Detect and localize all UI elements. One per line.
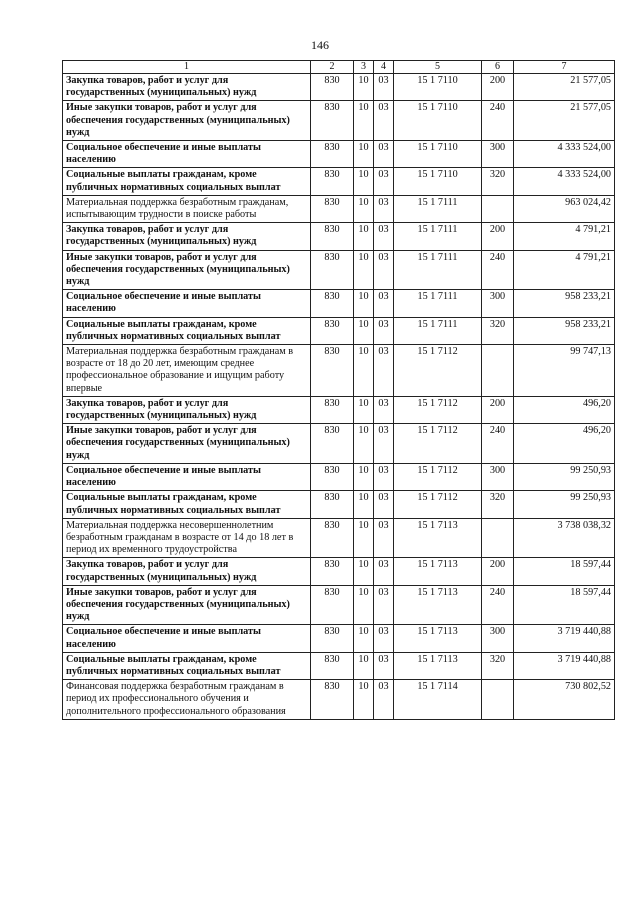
table-row — [63, 680, 615, 720]
subsection-cell: 03 — [374, 195, 394, 222]
budget-table — [62, 60, 615, 720]
target-article-cell: 15 1 7110 — [394, 141, 482, 168]
item-name-cell: Материальная поддержка безработным гражданам, испытывающим трудности в поиске работы — [63, 195, 311, 222]
code-cell: 830 — [311, 625, 354, 652]
section-cell: 10 — [354, 195, 374, 222]
section-cell: 10 — [354, 680, 374, 720]
target-article-cell: 15 1 7111 — [394, 223, 482, 250]
section-cell: 10 — [354, 585, 374, 625]
code-cell: 830 — [311, 680, 354, 720]
expense-type-cell: 240 — [482, 424, 514, 464]
amount-cell: 3 719 440,88 — [514, 652, 615, 679]
column-header: 1 — [63, 61, 311, 74]
target-article-cell: 15 1 7110 — [394, 168, 482, 195]
item-name-cell: Иные закупки товаров, работ и услуг для обеспечения государственных (муниципальных) нужд — [63, 101, 311, 141]
item-name-cell: Материальная поддержка безработным гражданам в возрасте от 18 до 20 лет, имеющим среднее профессиональное образование и ищущим работу впервые — [63, 345, 311, 397]
table-row — [63, 625, 615, 652]
expense-type-cell: 320 — [482, 652, 514, 679]
expense-type-cell: 300 — [482, 290, 514, 317]
amount-cell: 18 597,44 — [514, 558, 615, 585]
table-row — [63, 585, 615, 625]
section-cell: 10 — [354, 168, 374, 195]
item-name-cell: Социальные выплаты гражданам, кроме публичных нормативных социальных выплат — [63, 168, 311, 195]
section-cell: 10 — [354, 223, 374, 250]
code-cell: 830 — [311, 345, 354, 397]
code-cell: 830 — [311, 424, 354, 464]
target-article-cell: 15 1 7114 — [394, 680, 482, 720]
section-cell: 10 — [354, 141, 374, 168]
subsection-cell: 03 — [374, 491, 394, 518]
section-cell: 10 — [354, 317, 374, 344]
target-article-cell: 15 1 7113 — [394, 558, 482, 585]
table-row — [63, 101, 615, 141]
code-cell: 830 — [311, 168, 354, 195]
expense-type-cell: 320 — [482, 317, 514, 344]
subsection-cell: 03 — [374, 317, 394, 344]
column-header: 7 — [514, 61, 615, 74]
target-article-cell: 15 1 7112 — [394, 345, 482, 397]
section-cell: 10 — [354, 625, 374, 652]
target-article-cell: 15 1 7112 — [394, 491, 482, 518]
target-article-cell: 15 1 7111 — [394, 195, 482, 222]
code-cell: 830 — [311, 250, 354, 290]
expense-type-cell — [482, 680, 514, 720]
target-article-cell: 15 1 7111 — [394, 290, 482, 317]
column-header: 3 — [354, 61, 374, 74]
amount-cell: 18 597,44 — [514, 585, 615, 625]
section-cell: 10 — [354, 74, 374, 101]
section-cell: 10 — [354, 652, 374, 679]
subsection-cell: 03 — [374, 680, 394, 720]
expense-type-cell: 200 — [482, 396, 514, 423]
table-row — [63, 491, 615, 518]
item-name-cell: Иные закупки товаров, работ и услуг для обеспечения государственных (муниципальных) нужд — [63, 424, 311, 464]
subsection-cell: 03 — [374, 518, 394, 558]
expense-type-cell: 200 — [482, 558, 514, 585]
table-row — [63, 168, 615, 195]
table-row — [63, 558, 615, 585]
target-article-cell: 15 1 7110 — [394, 74, 482, 101]
page-number: 146 — [311, 38, 329, 52]
table-row — [63, 652, 615, 679]
amount-cell: 963 024,42 — [514, 195, 615, 222]
subsection-cell: 03 — [374, 223, 394, 250]
item-name-cell: Социальные выплаты гражданам, кроме публичных нормативных социальных выплат — [63, 491, 311, 518]
expense-type-cell: 300 — [482, 141, 514, 168]
table-row — [63, 396, 615, 423]
subsection-cell: 03 — [374, 250, 394, 290]
item-name-cell: Закупка товаров, работ и услуг для государственных (муниципальных) нужд — [63, 223, 311, 250]
target-article-cell: 15 1 7111 — [394, 317, 482, 344]
expense-type-cell: 300 — [482, 625, 514, 652]
item-name-cell: Социальное обеспечение и иные выплаты населению — [63, 141, 311, 168]
table-row — [63, 141, 615, 168]
item-name-cell: Финансовая поддержка безработным гражданам в период их профессионального обучения и дополнительного профессионального образования — [63, 680, 311, 720]
amount-cell: 730 802,52 — [514, 680, 615, 720]
target-article-cell: 15 1 7112 — [394, 424, 482, 464]
target-article-cell: 15 1 7113 — [394, 652, 482, 679]
expense-type-cell: 240 — [482, 250, 514, 290]
expense-type-cell: 200 — [482, 223, 514, 250]
expense-type-cell — [482, 195, 514, 222]
table-row — [63, 290, 615, 317]
section-cell: 10 — [354, 558, 374, 585]
section-cell: 10 — [354, 424, 374, 464]
subsection-cell: 03 — [374, 141, 394, 168]
code-cell: 830 — [311, 141, 354, 168]
table-row — [63, 463, 615, 490]
section-cell: 10 — [354, 491, 374, 518]
subsection-cell: 03 — [374, 424, 394, 464]
amount-cell: 21 577,05 — [514, 74, 615, 101]
code-cell: 830 — [311, 74, 354, 101]
section-cell: 10 — [354, 101, 374, 141]
amount-cell: 4 791,21 — [514, 250, 615, 290]
code-cell: 830 — [311, 558, 354, 585]
expense-type-cell: 300 — [482, 463, 514, 490]
amount-cell: 99 250,93 — [514, 491, 615, 518]
amount-cell: 4 333 524,00 — [514, 141, 615, 168]
subsection-cell: 03 — [374, 558, 394, 585]
expense-type-cell — [482, 345, 514, 397]
subsection-cell: 03 — [374, 652, 394, 679]
item-name-cell: Социальные выплаты гражданам, кроме публичных нормативных социальных выплат — [63, 317, 311, 344]
table-row — [63, 74, 615, 101]
subsection-cell: 03 — [374, 396, 394, 423]
subsection-cell: 03 — [374, 101, 394, 141]
subsection-cell: 03 — [374, 168, 394, 195]
target-article-cell: 15 1 7112 — [394, 463, 482, 490]
amount-cell: 496,20 — [514, 424, 615, 464]
amount-cell: 3 719 440,88 — [514, 625, 615, 652]
item-name-cell: Социальное обеспечение и иные выплаты населению — [63, 625, 311, 652]
table-row — [63, 250, 615, 290]
target-article-cell: 15 1 7113 — [394, 625, 482, 652]
item-name-cell: Закупка товаров, работ и услуг для государственных (муниципальных) нужд — [63, 558, 311, 585]
table-row — [63, 317, 615, 344]
target-article-cell: 15 1 7111 — [394, 250, 482, 290]
item-name-cell: Иные закупки товаров, работ и услуг для обеспечения государственных (муниципальных) нужд — [63, 585, 311, 625]
table-header-row — [63, 61, 615, 74]
section-cell: 10 — [354, 345, 374, 397]
section-cell: 10 — [354, 463, 374, 490]
subsection-cell: 03 — [374, 463, 394, 490]
target-article-cell: 15 1 7112 — [394, 396, 482, 423]
item-name-cell: Социальные выплаты гражданам, кроме публичных нормативных социальных выплат — [63, 652, 311, 679]
amount-cell: 99 250,93 — [514, 463, 615, 490]
expense-type-cell: 320 — [482, 491, 514, 518]
table-row — [63, 518, 615, 558]
table-row — [63, 424, 615, 464]
item-name-cell: Иные закупки товаров, работ и услуг для обеспечения государственных (муниципальных) нужд — [63, 250, 311, 290]
table-row — [63, 223, 615, 250]
section-cell: 10 — [354, 290, 374, 317]
code-cell: 830 — [311, 223, 354, 250]
code-cell: 830 — [311, 290, 354, 317]
expense-type-cell: 320 — [482, 168, 514, 195]
amount-cell: 958 233,21 — [514, 317, 615, 344]
section-cell: 10 — [354, 250, 374, 290]
code-cell: 830 — [311, 317, 354, 344]
amount-cell: 21 577,05 — [514, 101, 615, 141]
column-header: 2 — [311, 61, 354, 74]
column-header: 4 — [374, 61, 394, 74]
code-cell: 830 — [311, 585, 354, 625]
code-cell: 830 — [311, 463, 354, 490]
subsection-cell: 03 — [374, 345, 394, 397]
target-article-cell: 15 1 7110 — [394, 101, 482, 141]
target-article-cell: 15 1 7113 — [394, 585, 482, 625]
code-cell: 830 — [311, 396, 354, 423]
item-name-cell: Закупка товаров, работ и услуг для государственных (муниципальных) нужд — [63, 74, 311, 101]
subsection-cell: 03 — [374, 585, 394, 625]
code-cell: 830 — [311, 652, 354, 679]
expense-type-cell: 200 — [482, 74, 514, 101]
section-cell: 10 — [354, 396, 374, 423]
item-name-cell: Материальная поддержка несовершеннолетним безработным гражданам в возрасте от 14 до 18 лет в период их временного трудоустройства — [63, 518, 311, 558]
amount-cell: 958 233,21 — [514, 290, 615, 317]
code-cell: 830 — [311, 491, 354, 518]
amount-cell: 3 738 038,32 — [514, 518, 615, 558]
amount-cell: 99 747,13 — [514, 345, 615, 397]
expense-type-cell: 240 — [482, 585, 514, 625]
item-name-cell: Социальное обеспечение и иные выплаты населению — [63, 463, 311, 490]
code-cell: 830 — [311, 195, 354, 222]
table-row — [63, 195, 615, 222]
table-row — [63, 345, 615, 397]
amount-cell: 4 333 524,00 — [514, 168, 615, 195]
item-name-cell: Социальное обеспечение и иные выплаты населению — [63, 290, 311, 317]
subsection-cell: 03 — [374, 74, 394, 101]
code-cell: 830 — [311, 518, 354, 558]
section-cell: 10 — [354, 518, 374, 558]
expense-type-cell — [482, 518, 514, 558]
code-cell: 830 — [311, 101, 354, 141]
subsection-cell: 03 — [374, 625, 394, 652]
item-name-cell: Закупка товаров, работ и услуг для государственных (муниципальных) нужд — [63, 396, 311, 423]
amount-cell: 496,20 — [514, 396, 615, 423]
subsection-cell: 03 — [374, 290, 394, 317]
expense-type-cell: 240 — [482, 101, 514, 141]
column-header: 6 — [482, 61, 514, 74]
target-article-cell: 15 1 7113 — [394, 518, 482, 558]
column-header: 5 — [394, 61, 482, 74]
amount-cell: 4 791,21 — [514, 223, 615, 250]
